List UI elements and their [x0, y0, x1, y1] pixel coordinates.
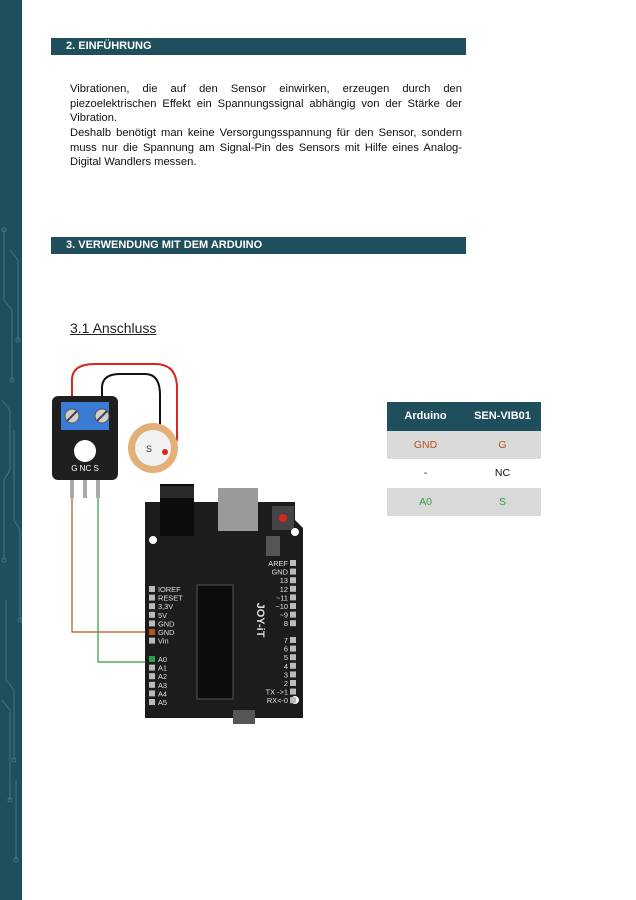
header-pin-label: 13: [279, 576, 288, 586]
header-pin-label: 7: [283, 636, 288, 645]
circuit-pattern: [0, 0, 22, 900]
section-heading-arduino: 3. VERWENDUNG MIT DEM ARDUINO: [51, 237, 466, 254]
header-pin-label: 4: [283, 661, 288, 671]
cell-sensor-pin: NC: [494, 467, 511, 480]
header-pin: [290, 697, 296, 703]
cell-arduino-pin: -: [423, 467, 428, 480]
header-pin-label: A2: [158, 672, 168, 682]
header-pin-label: ~9: [279, 610, 288, 620]
header-pin: [290, 663, 296, 669]
header-pin-label: RX<-0: [266, 696, 288, 706]
header-pin-label: 8: [283, 619, 288, 629]
board-logo: JOY-iT: [254, 602, 266, 638]
header-pin: [290, 560, 296, 566]
header-pin: [290, 586, 296, 592]
header-pin-label: AREF: [268, 559, 288, 568]
piezo-disk: [128, 423, 178, 473]
cell-arduino-pin: A0: [387, 488, 464, 517]
intro-paragraph-2: Deshalb benötigt man keine Versorgungsspannung für den Sensor, sondern muss nur die Spannung am Signal-Pin des Sensors mit Hilfe eines Analog-Digital Wandlers messen.: [70, 127, 462, 169]
header-pin-label: GND: [158, 619, 175, 629]
header-pin-label: 2: [283, 679, 288, 688]
gnd-wire: [72, 498, 155, 632]
header-pin: [290, 689, 296, 695]
decorative-sidebar: [0, 0, 22, 900]
cell-sensor-pin: G: [464, 431, 541, 460]
sensor-pin-labels: G NC S: [71, 464, 99, 473]
arduino-board: [145, 484, 303, 726]
header-pin: [149, 673, 155, 679]
cell-arduino-pin: GND: [387, 431, 464, 460]
header-pin: [149, 629, 155, 635]
section-heading-einfuehrung: 2. EINFÜHRUNG: [51, 38, 466, 55]
header-pin-label: 12: [279, 584, 288, 594]
header-pin: [149, 690, 155, 696]
header-pin: [149, 612, 155, 618]
column-header-arduino: Arduino: [387, 402, 464, 431]
table-row: [387, 488, 541, 517]
header-pin: [290, 594, 296, 600]
header-pin: [290, 603, 296, 609]
header-pin-label: A1: [158, 663, 168, 673]
header-pin-label: A5: [158, 698, 168, 707]
header-pin-label: 5V: [158, 610, 168, 620]
header-pin-label: 6: [283, 644, 288, 654]
header-pin-label: RESET: [158, 593, 183, 603]
piezo-label: S: [145, 444, 153, 454]
header-pin: [290, 671, 296, 677]
header-pin-label: 3,3V: [158, 602, 174, 612]
header-pin: [290, 637, 296, 643]
header-pin: [290, 612, 296, 618]
cell-sensor-pin: S: [464, 488, 541, 517]
header-pin-label: 5: [283, 653, 288, 663]
header-pin: [149, 665, 155, 671]
header-pin-label: A3: [158, 680, 168, 690]
pin-assignment-table: [387, 402, 541, 516]
subsection-title-anschluss: 3.1 Anschluss: [70, 320, 157, 336]
header-pin-label: IOREF: [158, 585, 181, 594]
header-pin: [290, 654, 296, 660]
column-header-sensor: SEN-VIB01: [464, 402, 541, 431]
header-pin: [149, 620, 155, 626]
header-pin: [149, 656, 155, 662]
header-pin: [149, 638, 155, 644]
header-pin: [290, 620, 296, 626]
header-pin-label: Vin: [158, 636, 169, 646]
header-pin: [149, 603, 155, 609]
table-row: [387, 459, 541, 488]
vibration-sensor-module: [52, 396, 118, 498]
header-pin: [290, 577, 296, 583]
header-pin-label: A0: [158, 655, 168, 664]
header-pin-label: GND: [158, 628, 175, 637]
header-pin-label: TX ->1: [265, 687, 288, 697]
header-pin-label: A4: [158, 689, 168, 699]
header-pin-label: ~10: [275, 602, 288, 611]
table-header-row: [387, 402, 541, 431]
header-pin: [149, 699, 155, 705]
header-pin: [149, 682, 155, 688]
header-pin: [149, 586, 155, 592]
wiring-diagram: [45, 360, 310, 730]
header-pin-label: 3: [283, 670, 288, 680]
table-row: [387, 431, 541, 460]
header-pin: [149, 595, 155, 601]
header-pin: [290, 569, 296, 575]
header-pin-label: ~11: [276, 593, 288, 603]
header-pin: [290, 646, 296, 652]
header-pin: [290, 680, 296, 686]
intro-paragraph-1: Vibrationen, die auf den Sensor einwirken, erzeugen durch den piezoelektrischen Effekt ein Spannungssignal abhängig von der Stärke der Vibration.: [70, 83, 462, 125]
header-pin-label: GND: [271, 567, 288, 577]
